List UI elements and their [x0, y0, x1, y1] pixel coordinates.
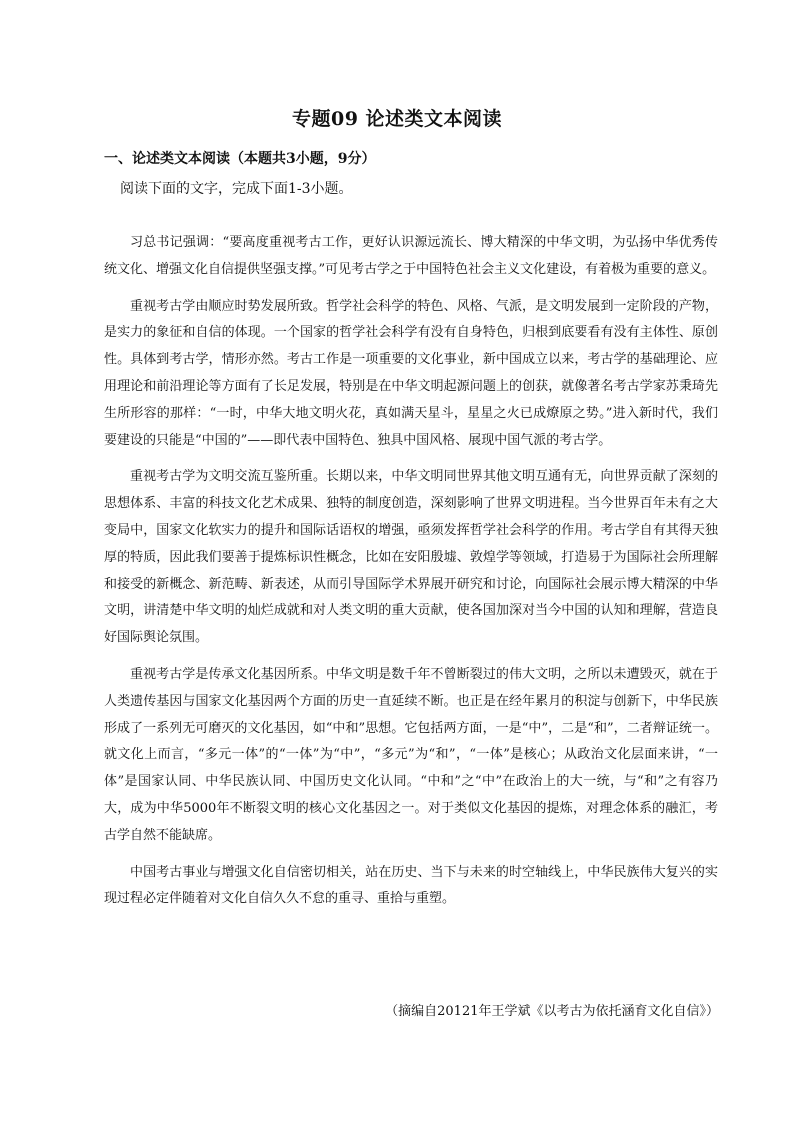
paragraph: 重视考古学为文明交流互鉴所重。长期以来，中华文明同世界其他文明互通有无，向世界贡献了深刻的思想体系、丰富的科技文化艺术成果、独特的制度创造，深刻影响了世界文明进程。当今世界百年未有之大变局中，国家文化软实力的提升和国际话语权的增强，亟须发挥哲学社会科学的作用。考古学自有其得天独厚的特质，因此我们要善于提炼标识性概念，比如在安阳殷墟、敦煌学等领域，打造易于为国际社会所理解和接受的新概念、新范畴、新表述，从而引导国际学术界展开研究和讨论，向国际社会展示博大精深的中华文明，讲清楚中华文明的灿烂成就和对人类文明的重大贡献，使各国加深对当今中国的认知和理解，营造良好国际舆论氛围。 [104, 469, 718, 646]
paragraph: 中国考古事业与增强文化自信密切相关，站在历史、当下与未来的时空轴线上，中华民族伟大复兴的实现过程必定伴随着对文化自信久久不怠的重寻、重拾与重塑。 [104, 864, 718, 907]
paragraph: 重视考古学是传承文化基因所系。中华文明是数千年不曾断裂过的伟大文明，之所以未遭毁灭，就在于人类遗传基因与国家文化基因两个方面的历史一直延续不断。也正是在经年累月的积淀与创新下，中华民族形成了一系列无可磨灭的文化基因，如“中和”思想。它包括两方面，一是“中”，二是“和”，二者辩证统一。就文化上而言，“多元一体”的“一体”为“中”，“多元”为“和”，“一体”是核心；从政治文化层面来讲，“一体”是国家认同、中华民族认同、中国历史文化认同。“中和”之“中”在政治上的大一统，与“和”之有容乃大，成为中华5000年不断裂文明的核心文化基因之一。对于类似文化基因的提炼，对理念体系的融汇，考古学自然不能缺席。 [104, 666, 718, 843]
section-heading: 一、论述类文本阅读（本题共3小题，9分） [104, 151, 376, 167]
instruction-text: 阅读下面的文字，完成下面1-3小题。 [120, 181, 353, 197]
article-body [104, 230, 718, 923]
source-note: （摘编自20121年王学斌《以考古为依托涵育文化自信》） [385, 1004, 719, 1019]
document-title: 专题09 论述类文本阅读 [291, 108, 503, 130]
paragraph: 习总书记强调：“要高度重视考古工作，更好认识源远流长、博大精深的中华文明，为弘扬中华优秀传统文化、增强文化自信提供坚强支撑。”可见考古学之于中国特色社会主义文化建设，有着极为重要的意义。 [104, 235, 718, 277]
paragraph: 重视考古学由顺应时势发展所致。哲学社会科学的特色、风格、气派，是文明发展到一定阶段的产物，是实力的象征和自信的体现。一个国家的哲学社会科学有没有自身特色，归根到底要看有没有主体性、原创性。具体到考古学，情形亦然。考古工作是一项重要的文化事业，新中国成立以来，考古学的基础理论、应用理论和前沿理论等方面有了长足发展，特别是在中华文明起源问题上的创获，就像著名考古学家苏秉琦先生所形容的那样：“一时，中华大地文明火花，真如满天星斗，星星之火已成燎原之势。”进入新时代，我们要建设的只能是“中国的”——即代表中国特色、独具中国风格、展现中国气派的考古学。 [104, 298, 718, 448]
